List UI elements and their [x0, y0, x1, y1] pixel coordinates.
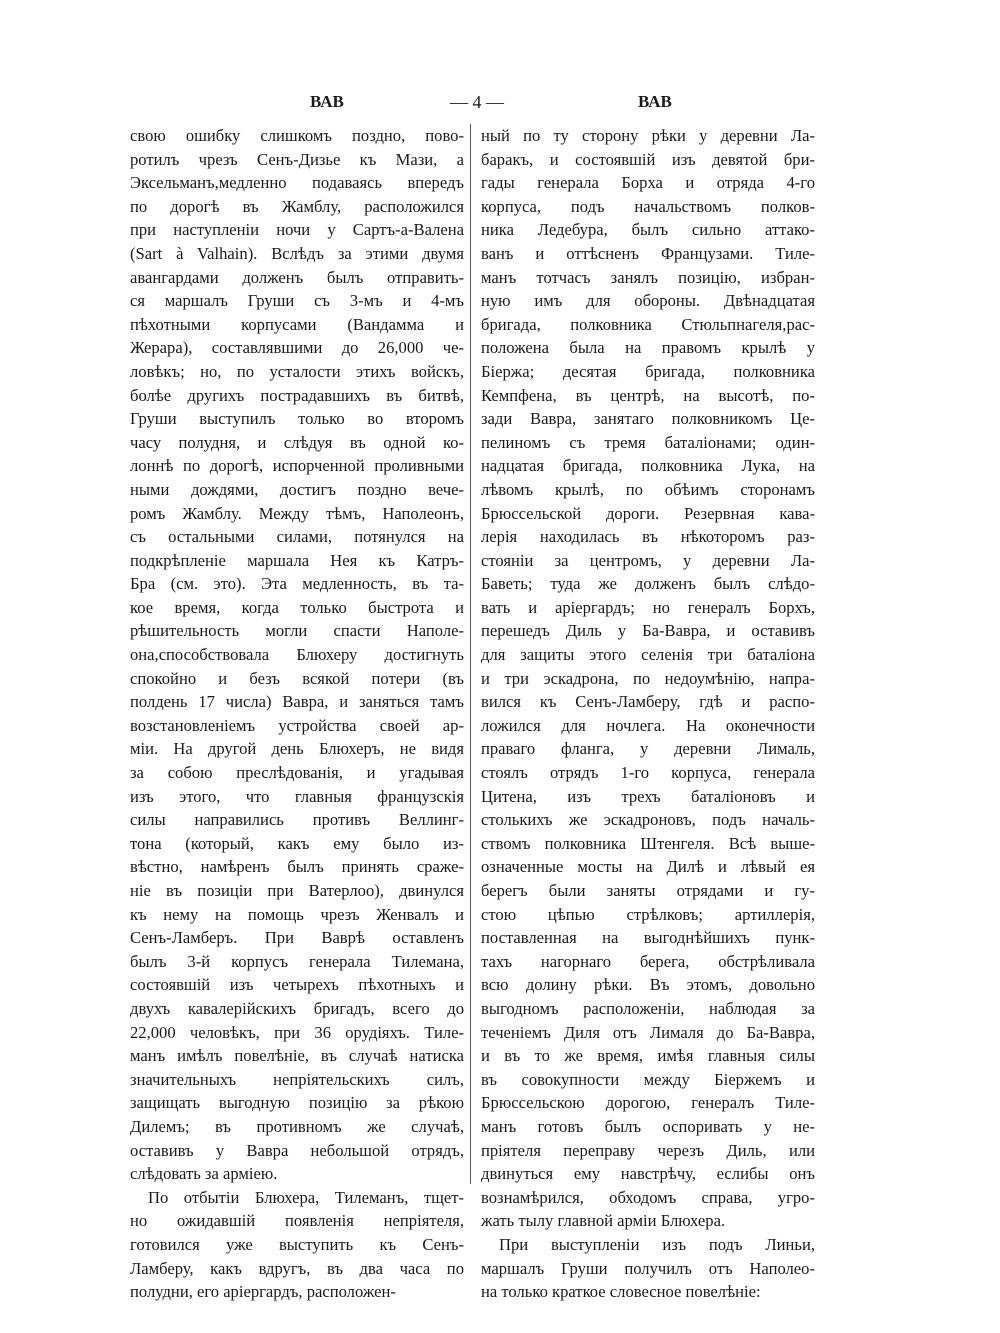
- text-line: ными дождями, достигъ поздно вече-: [130, 479, 464, 499]
- text-line: берегъ были заняты отрядами и гу-: [481, 881, 815, 900]
- text-line: защищать выгодную позицію за рѣкою: [130, 1093, 464, 1113]
- text-line: надцатая бригада, полковника Лука, на: [481, 456, 815, 476]
- text-line: корпуса, подъ начальствомъ полков-: [481, 196, 815, 216]
- text-line: тахъ нагорнаго берега, обстрѣливала: [481, 951, 815, 971]
- text-line: жать тылу главной арміи Блюхера.: [481, 1211, 726, 1231]
- text-line: готовился уже выступить къ Сенъ-: [130, 1234, 464, 1254]
- text-line: 22,000 человѣкъ, при 36 орудіяхъ. Тиле-: [130, 1022, 464, 1042]
- text-line: ротилъ чрезъ Сенъ-Дизье къ Мази, а: [130, 149, 464, 169]
- text-line: теченіемъ Диля отъ Лималя до Ба-Вавра,: [481, 1022, 815, 1042]
- text-line: и три эскадрона, по недоумѣнію, напра-: [481, 668, 815, 688]
- text-line: состоявшій изъ четырехъ пѣхотныхъ и: [130, 975, 464, 995]
- text-line: Жерара), составлявшими до 26,000 че-: [130, 338, 464, 358]
- text-line: ловѣкъ; но, по усталости этихъ войскъ,: [130, 361, 464, 381]
- text-line: силы направились противъ Веллинг-: [130, 810, 464, 830]
- text-line: въ совокупности между Біержемъ и: [481, 1069, 815, 1089]
- text-line: лерія находилась въ нѣкоторомъ раз-: [481, 527, 815, 547]
- text-line: полудни, его аріергардъ, расположен-: [130, 1282, 396, 1302]
- text-line: манъ тотчасъ занялъ позицію, избран-: [481, 267, 815, 287]
- text-line: ствомъ полковника Штенгеля. Всѣ выше-: [481, 833, 815, 853]
- text-line: ную имъ для обороны. Двѣнадцатая: [481, 291, 815, 311]
- text-line: пріятеля переправу черезъ Диль, или: [481, 1140, 815, 1160]
- text-line: манъ имѣлъ повелѣніе, въ случаѣ натиска: [130, 1046, 464, 1066]
- text-line: двинуться ему навстрѣчу, еслибы онъ: [481, 1164, 815, 1184]
- text-line: по дорогѣ въ Жамблу, расположился: [130, 196, 464, 216]
- text-line: пѣхотными корпусами (Вандамма и: [130, 314, 464, 334]
- text-line: рѣшительность могли спасти Наполе-: [130, 621, 464, 641]
- text-line: положена была на правомъ крылѣ у: [481, 338, 815, 358]
- text-line: значительныхъ непріятельскихъ силъ,: [130, 1069, 464, 1089]
- running-header: [110, 92, 922, 116]
- page-number: — 4 —: [450, 92, 504, 112]
- text-line: бригада, полковника Стюльпнагеля,рас-: [481, 314, 815, 334]
- text-line: полдень 17 числа) Вавра, и заняться тамъ: [130, 692, 464, 712]
- text-line: свою ошибку слишкомъ поздно, пово-: [130, 126, 464, 145]
- header-right-word: ВАВ: [638, 92, 672, 111]
- text-line: маршалъ Груши получилъ отъ Наполео-: [481, 1258, 815, 1278]
- text-line: вать и аріергардъ; но генералъ Борхъ,: [481, 597, 815, 617]
- text-line: Бра (см. это). Эта медленность, въ та-: [130, 574, 464, 594]
- text-line: она,способствовала Блюхеру достигнуть: [130, 645, 464, 665]
- text-line: ложился для ночлега. На оконечности: [481, 715, 815, 735]
- text-line: часу полудня, и слѣдуя въ одной ко-: [130, 432, 464, 452]
- text-line: и въ то же время, имѣя главныя силы: [481, 1046, 815, 1066]
- text-line: Дилемъ; въ противномъ же случаѣ,: [130, 1116, 464, 1136]
- text-line: ванъ и оттѣсненъ Французами. Тиле-: [481, 243, 815, 263]
- text-line: ромъ Жамблу. Между тѣмъ, Наполеонъ,: [130, 503, 464, 523]
- text-line: При выступленіи изъ подъ Линьи,: [499, 1234, 815, 1254]
- text-line: столькихъ же эскадроновъ, подъ началь-: [481, 810, 815, 830]
- text-line: при наступленіи ночи у Сартъ-а-Валена: [130, 220, 464, 240]
- text-line: Біержа; десятая бригада, полковника: [481, 361, 815, 381]
- text-line: авангардами долженъ былъ отправить-: [130, 267, 464, 287]
- text-line: стоялъ отрядъ 1-го корпуса, генерала: [481, 763, 815, 783]
- text-line: ніе въ позиціи при Ватерлоо), двинулся: [130, 881, 464, 900]
- text-line: спокойно и безъ всякой потери (въ: [130, 668, 464, 688]
- text-line: Эксельманъ,медленно подаваясь впередъ: [130, 173, 464, 193]
- text-line: лоннѣ по дорогѣ, испорченной проливными: [130, 456, 464, 476]
- text-line: на только краткое словесное повелѣніе:: [481, 1282, 761, 1302]
- text-line: Брюссельской дороги. Резервная кава-: [481, 503, 815, 523]
- text-line: но ожидавшій появленія непріятеля,: [130, 1211, 464, 1231]
- text-line: лѣвомъ крылѣ, по обѣимъ сторонамъ: [481, 479, 815, 499]
- column-divider: [470, 124, 471, 1184]
- right-text-column: [481, 124, 815, 1304]
- text-line: для защиты этого селенія три баталіона: [481, 645, 815, 665]
- text-line: съ остальными силами, потянулся на: [130, 527, 464, 547]
- text-line: всю долину рѣки. Въ этомъ, довольно: [481, 975, 815, 995]
- text-line: поставленная на выгоднѣйшихъ пунк-: [481, 928, 815, 948]
- text-line: выгодномъ расположеніи, наблюдая за: [481, 998, 815, 1018]
- text-line: возстановленіемъ устройства своей ар-: [130, 715, 464, 735]
- text-line: Баветь; туда же долженъ былъ слѣдо-: [481, 574, 815, 594]
- text-line: баракъ, и состоявшій изъ девятой бри-: [481, 149, 815, 169]
- text-line: стою цѣпью стрѣлковъ; артиллерія,: [481, 904, 815, 924]
- text-line: оставивъ у Вавра небольшой отрядъ,: [130, 1140, 464, 1160]
- text-line: По отбытіи Блюхера, Тилеманъ, тщет-: [148, 1187, 464, 1207]
- text-line: Ламберу, какъ вдругъ, въ два часа по: [130, 1258, 464, 1278]
- text-line: зади Вавра, занятаго полковникомъ Це-: [481, 409, 815, 429]
- text-line: міи. На другой день Блюхеръ, не видя: [130, 739, 464, 759]
- text-line: тона (который, какъ ему было из-: [130, 833, 464, 853]
- text-line: вознамѣрился, обходомъ справа, угро-: [481, 1187, 815, 1207]
- text-line: за собою преслѣдованія, и угадывая: [130, 763, 464, 783]
- text-line: ника Ледебура, былъ сильно аттако-: [481, 220, 815, 240]
- text-line: перешедъ Диль у Ба-Вавра, и оставивъ: [481, 621, 815, 641]
- header-left-word: ВАВ: [310, 92, 344, 111]
- text-line: вѣстно, намѣренъ былъ принять сраже-: [130, 857, 464, 877]
- text-line: вился къ Сенъ-Ламберу, гдѣ и распо-: [481, 692, 815, 712]
- text-line: Груши выступилъ только во второмъ: [130, 409, 464, 429]
- text-line: Сенъ-Ламберъ. При Ваврѣ оставленъ: [130, 928, 464, 948]
- text-line: означенные мосты на Дилѣ и лѣвый ея: [481, 857, 815, 877]
- text-line: стояніи за центромъ, у деревни Ла-: [481, 550, 815, 570]
- text-line: манъ готовъ былъ оспоривать у не-: [481, 1116, 815, 1136]
- text-line: Кемпфена, въ центрѣ, на высотѣ, по-: [481, 385, 815, 405]
- text-line: Брюссельскою дорогою, генералъ Тиле-: [481, 1093, 815, 1113]
- text-line: (Sart à Valhain). Вслѣдъ за этими двумя: [130, 243, 464, 263]
- text-line: изъ этого, что главныя французскія: [130, 786, 464, 806]
- text-line: ся маршалъ Груши съ 3-мъ и 4-мъ: [130, 291, 464, 311]
- text-line: двухъ кавалерійскихъ бригадъ, всего до: [130, 998, 464, 1018]
- text-line: гады генерала Борха и отряда 4-го: [481, 173, 815, 193]
- text-line: подкрѣпленіе маршала Нея къ Катръ-: [130, 550, 464, 570]
- text-line: Цитена, изъ трехъ баталіоновъ и: [481, 786, 815, 806]
- left-text-column: [130, 124, 464, 1304]
- text-line: кое время, когда только быстрота и: [130, 597, 464, 617]
- text-line: болѣе другихъ пострадавшихъ въ битвѣ,: [130, 385, 464, 405]
- text-line: пелиномъ съ тремя баталіонами; один-: [481, 432, 815, 452]
- text-line: былъ 3-й корпусъ генерала Тилемана,: [130, 951, 464, 971]
- text-line: праваго фланга, у деревни Лималь,: [481, 739, 815, 759]
- text-line: ный по ту сторону рѣки у деревни Ла-: [481, 126, 815, 145]
- text-line: къ нему на помощь чрезъ Женвалъ и: [130, 904, 464, 924]
- text-line: слѣдовать за арміею.: [130, 1164, 278, 1184]
